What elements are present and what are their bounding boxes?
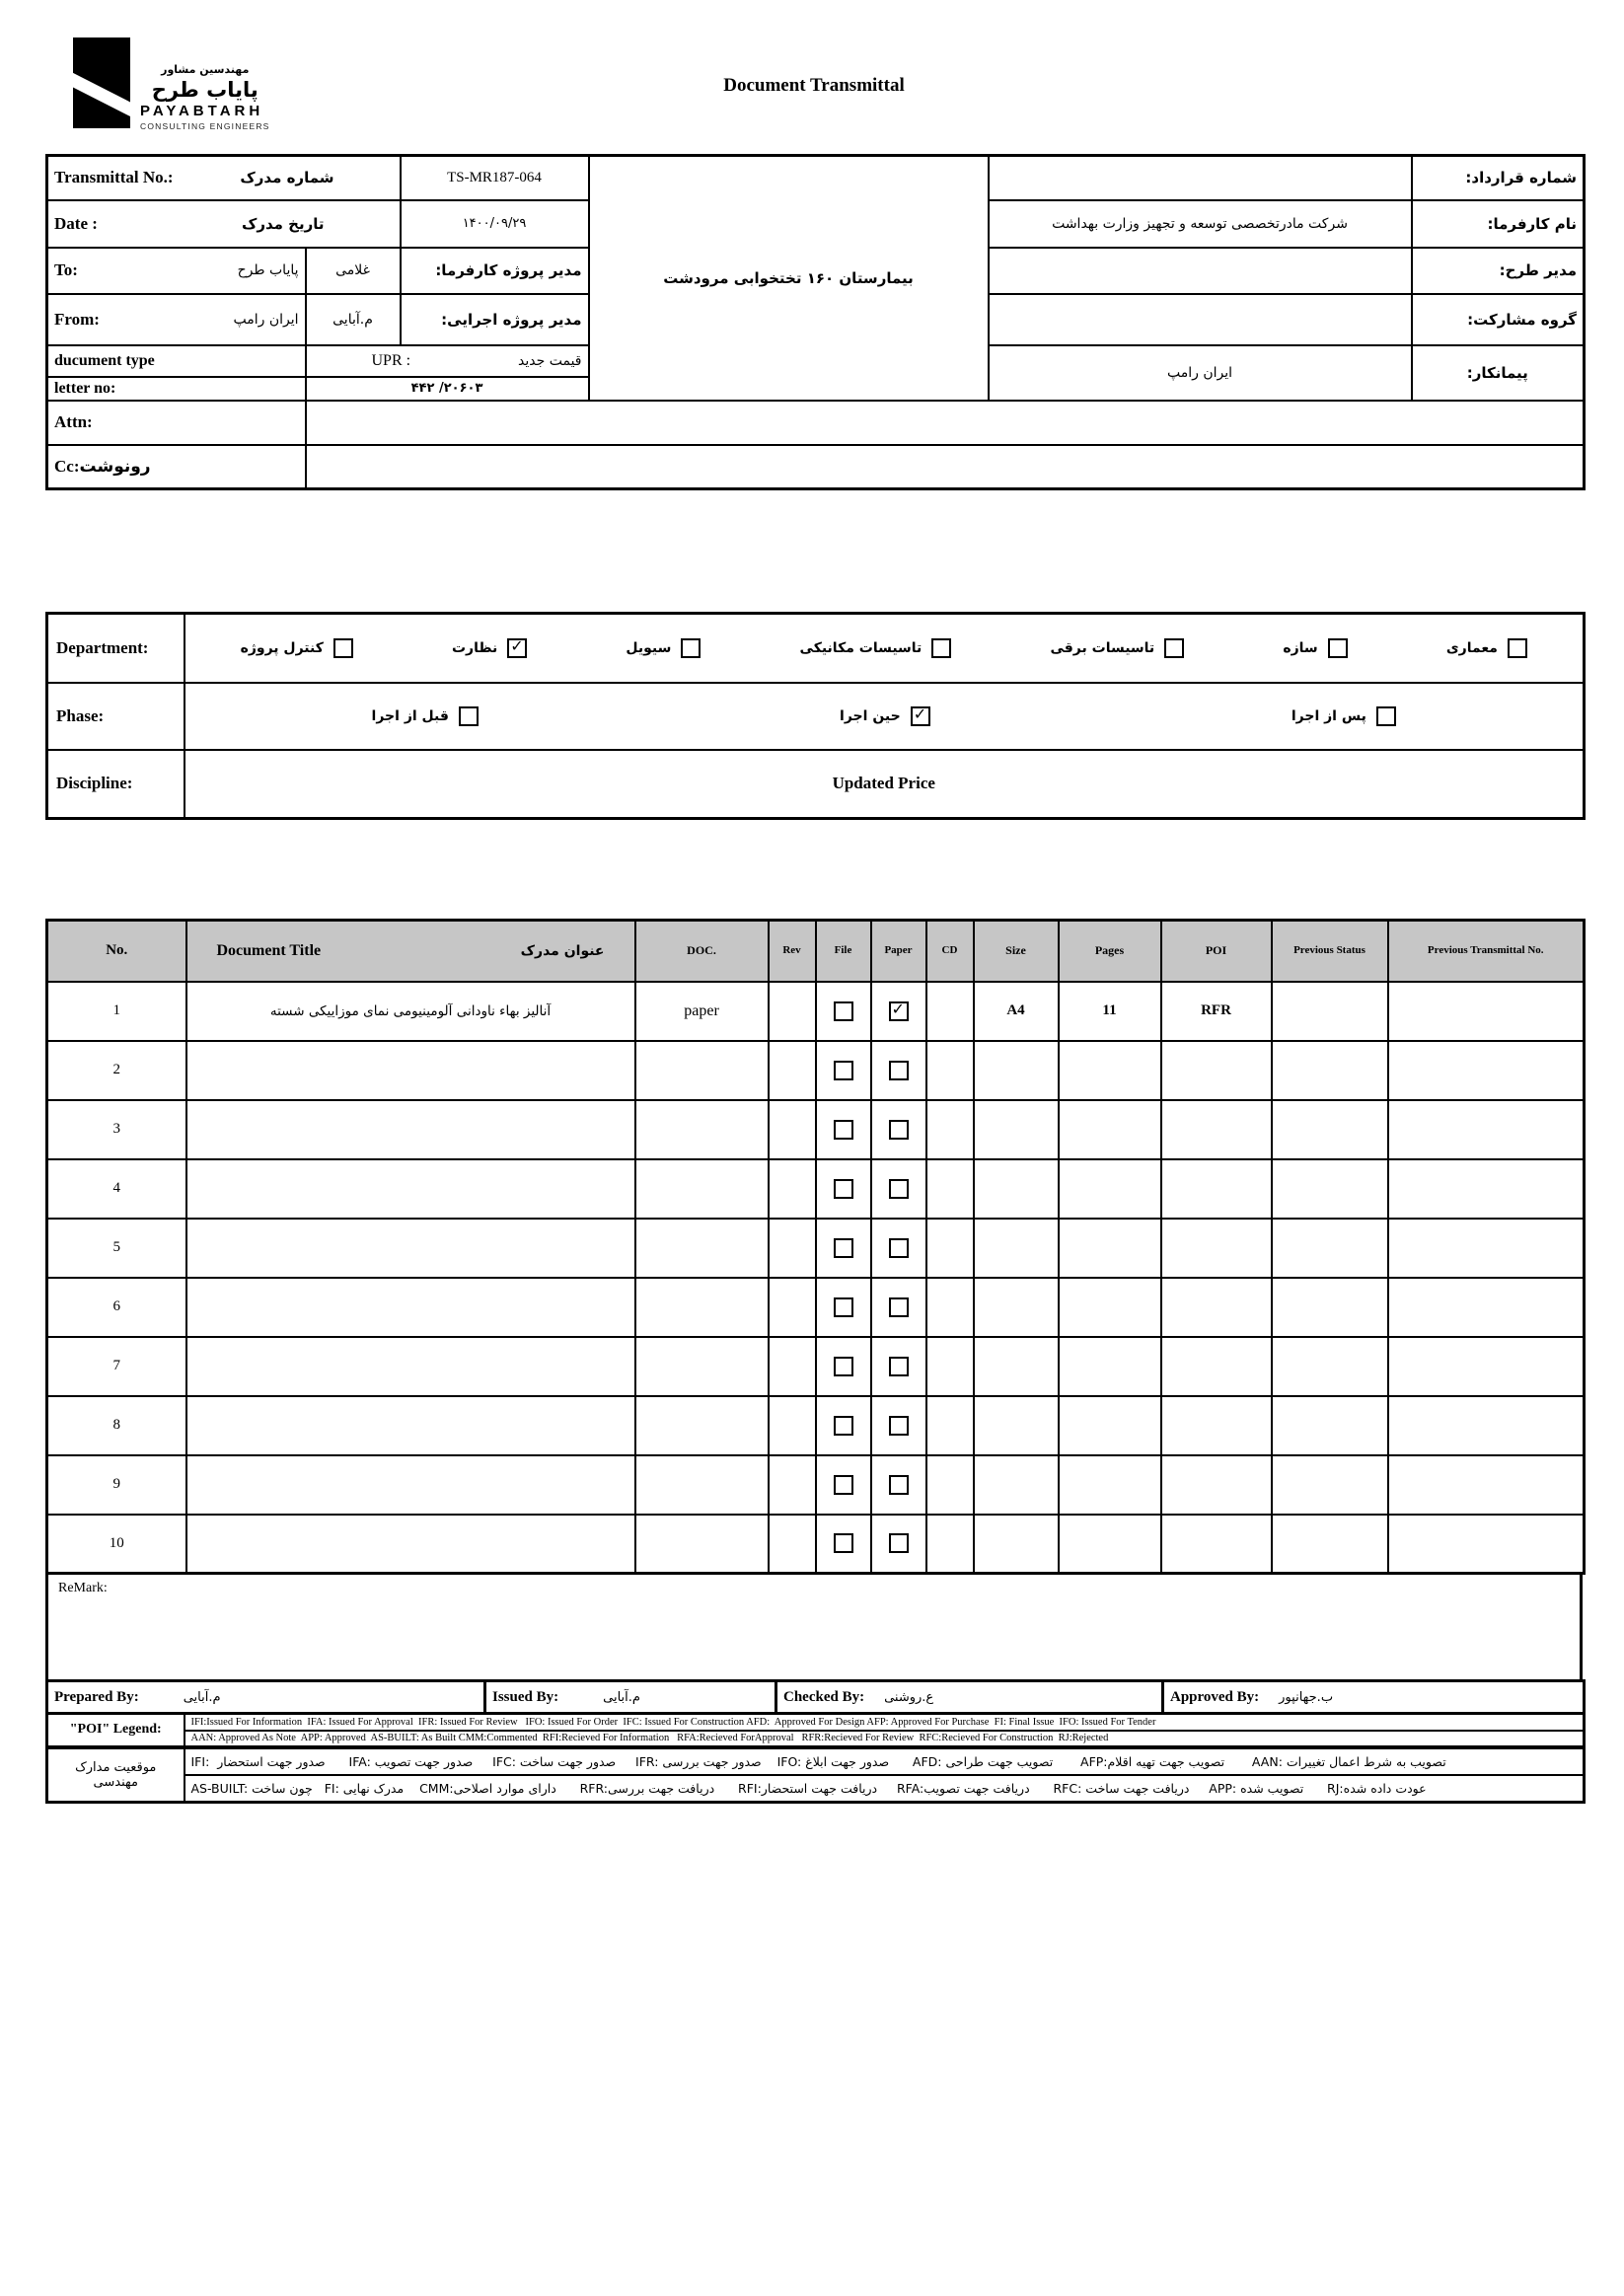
row-no: 1	[47, 982, 186, 1041]
row-title	[186, 1219, 635, 1278]
row-paper-cell	[871, 1337, 926, 1396]
row-doc	[635, 1219, 769, 1278]
phase-option-label: حین اجرا	[840, 707, 901, 724]
design-manager-value	[989, 248, 1412, 294]
approved-by-label: Approved By:	[1170, 1688, 1260, 1705]
row-cd	[926, 1219, 974, 1278]
row-cd	[926, 1455, 974, 1515]
row-prev-transmittal	[1388, 1278, 1585, 1337]
phase-option	[372, 706, 479, 726]
row-no: 4	[47, 1159, 186, 1219]
row-title	[186, 1041, 635, 1100]
row-no: 2	[47, 1041, 186, 1100]
col-header-title-en: Document Title	[216, 941, 322, 959]
col-header-no: No.	[47, 921, 186, 982]
department-option	[626, 638, 701, 658]
row-no: 5	[47, 1219, 186, 1278]
row-cd	[926, 1396, 974, 1455]
row-rev	[769, 1041, 816, 1100]
row-size	[974, 1515, 1059, 1574]
department-option-label: نظارت	[451, 639, 498, 656]
transmittal-no-label-en: Transmittal No.:	[54, 168, 174, 187]
row-title	[186, 1515, 635, 1574]
col-header-cd: CD	[926, 921, 974, 982]
row-cd	[926, 1041, 974, 1100]
row-file-cell	[816, 1455, 871, 1515]
row-paper-cell	[871, 1396, 926, 1455]
row-doc	[635, 1396, 769, 1455]
poi-legend-fa-line1: IFI: صدور جهت استحضار IFA: صدور جهت تصویب IFC: صدور جهت ساخت IFR: صدور جهت بررسی IFO: صدور جهت ابلاغ AFD: تصویب جهت طراحی AFP:تصویب جهت تهیه اقلام AAN: تصویب به شرط اعمال تغییرات	[185, 1747, 1585, 1775]
logo-en-tagline: CONSULTING ENGINEERS	[140, 120, 270, 131]
document-list-table	[45, 919, 1586, 1575]
row-poi	[1161, 1278, 1272, 1337]
checkbox-file	[834, 1120, 853, 1140]
checkbox-dept-supervision	[507, 638, 527, 658]
row-rev	[769, 1455, 816, 1515]
phase-options-cell	[185, 683, 1585, 750]
department-option-label: معماری	[1445, 639, 1498, 656]
row-pages	[1059, 1159, 1161, 1219]
col-header-paper: Paper	[871, 921, 926, 982]
row-rev	[769, 1278, 816, 1337]
row-prev-transmittal	[1388, 1159, 1585, 1219]
logo-en-brand: PAYABTARH	[140, 103, 264, 119]
logo-fa-brand: پایاب طرح	[151, 77, 258, 102]
row-size	[974, 1455, 1059, 1515]
row-no: 8	[47, 1396, 186, 1455]
row-poi	[1161, 1515, 1272, 1574]
row-prev-status	[1272, 1100, 1388, 1159]
doctype-value: UPR :	[371, 351, 411, 369]
row-size	[974, 1041, 1059, 1100]
row-prev-status	[1272, 1278, 1388, 1337]
row-prev-status	[1272, 1041, 1388, 1100]
contract-no-value	[989, 156, 1412, 200]
checkbox-paper	[889, 1416, 909, 1436]
checked-by-value: ع.روشنی	[884, 1689, 934, 1705]
row-size	[974, 1278, 1059, 1337]
doctype-value-cell	[306, 345, 589, 377]
row-prev-transmittal	[1388, 1100, 1585, 1159]
date-label-en: Date :	[54, 213, 98, 233]
row-prev-status	[1272, 982, 1388, 1041]
poi-legend-table	[45, 1712, 1586, 1804]
row-prev-transmittal	[1388, 1396, 1585, 1455]
table-row	[47, 1100, 1585, 1159]
row-file-cell	[816, 1515, 871, 1574]
row-prev-status	[1272, 1219, 1388, 1278]
department-option-label: تاسیسات مکانیکی	[799, 639, 923, 656]
attn-label: Attn:	[47, 401, 306, 445]
row-file-cell	[816, 1159, 871, 1219]
row-title	[186, 1100, 635, 1159]
date-label-cell	[47, 200, 401, 248]
transmittal-no-value: TS-MR187-064	[401, 156, 589, 200]
checkbox-paper	[889, 1179, 909, 1199]
row-poi	[1161, 1455, 1272, 1515]
approved-by-value: ب.جهانپور	[1279, 1689, 1334, 1705]
transmittal-no-label-cell	[47, 156, 401, 200]
approved-by-cell	[1163, 1681, 1585, 1714]
row-pages	[1059, 1515, 1161, 1574]
row-rev	[769, 1159, 816, 1219]
col-header-title	[186, 921, 635, 982]
cc-label: Cc:رونوشت	[47, 445, 306, 489]
transmittal-no-label-fa: شماره مدرک	[240, 169, 334, 187]
table-row	[47, 1278, 1585, 1337]
row-prev-status	[1272, 1159, 1388, 1219]
phase-option-label: پس از اجرا	[1291, 707, 1366, 724]
poi-legend-fa-label: موقعیت مدارک مهندسی	[47, 1747, 185, 1803]
prepared-by-value: م.آبایی	[183, 1689, 221, 1705]
table-row	[47, 982, 1585, 1041]
prepared-by-cell	[47, 1681, 485, 1714]
from-label: From:	[54, 309, 100, 329]
row-prev-transmittal	[1388, 1219, 1585, 1278]
contract-no-label: شماره قرارداد:	[1412, 156, 1585, 200]
department-option	[800, 638, 952, 658]
row-paper-cell	[871, 1455, 926, 1515]
row-poi	[1161, 1337, 1272, 1396]
date-value: ۱۴۰۰/۰۹/۲۹	[401, 200, 589, 248]
checkbox-file	[834, 1179, 853, 1199]
row-poi	[1161, 1396, 1272, 1455]
table-row	[47, 1455, 1585, 1515]
phase-option	[840, 706, 930, 726]
table-row	[47, 1159, 1585, 1219]
row-paper-cell	[871, 1515, 926, 1574]
checkbox-dept-architecture	[1508, 638, 1527, 658]
table-row	[47, 1515, 1585, 1574]
row-no: 7	[47, 1337, 186, 1396]
row-rev	[769, 982, 816, 1041]
row-file-cell	[816, 1396, 871, 1455]
doctype-label: ducument type	[47, 345, 306, 377]
department-option-label: سازه	[1283, 639, 1318, 656]
col-header-size: Size	[974, 921, 1059, 982]
row-pages	[1059, 1337, 1161, 1396]
row-no: 6	[47, 1278, 186, 1337]
checkbox-file	[834, 1533, 853, 1553]
checkbox-phase-after	[1376, 706, 1396, 726]
col-header-poi: POI	[1161, 921, 1272, 982]
client-name-value: شرکت مادرتخصصی توسعه و تجهیز وزارت بهداشت	[989, 200, 1412, 248]
row-paper-cell	[871, 1100, 926, 1159]
row-size	[974, 1219, 1059, 1278]
department-option	[452, 638, 527, 658]
checkbox-file	[834, 1357, 853, 1376]
department-options-cell	[185, 614, 1585, 683]
page-title: Document Transmittal	[723, 75, 905, 96]
logo-fa-tagline: مهندسین مشاور	[161, 63, 250, 76]
signatures-table	[45, 1679, 1586, 1715]
col-header-prev-transmittal: Previous Transmittal No.	[1388, 921, 1585, 982]
row-paper-cell	[871, 1219, 926, 1278]
row-prev-transmittal	[1388, 1515, 1585, 1574]
row-cd	[926, 1515, 974, 1574]
table-row	[47, 1219, 1585, 1278]
client-name-label: نام کارفرما:	[1412, 200, 1585, 248]
checkbox-dept-electrical	[1164, 638, 1184, 658]
cc-value	[306, 445, 1585, 489]
checkbox-paper	[889, 1475, 909, 1495]
row-size	[974, 1337, 1059, 1396]
row-doc: paper	[635, 982, 769, 1041]
checkbox-paper	[889, 1297, 909, 1317]
checkbox-paper	[889, 1357, 909, 1376]
row-paper-cell	[871, 1278, 926, 1337]
table-row	[47, 1396, 1585, 1455]
row-prev-transmittal	[1388, 982, 1585, 1041]
date-label-fa: تاریخ مدرک	[242, 214, 325, 233]
contractor-label: پیمانکار:	[1412, 345, 1585, 401]
row-doc	[635, 1278, 769, 1337]
department-option-label: تاسیسات برقی	[1050, 639, 1155, 656]
row-poi	[1161, 1159, 1272, 1219]
row-size: A4	[974, 982, 1059, 1041]
row-prev-transmittal	[1388, 1041, 1585, 1100]
row-size	[974, 1159, 1059, 1219]
remark-label: ReMark:	[58, 1581, 108, 1595]
col-header-doc: DOC.	[635, 921, 769, 982]
row-pages	[1059, 1041, 1161, 1100]
checkbox-paper	[889, 1001, 909, 1021]
row-title	[186, 1337, 635, 1396]
row-doc	[635, 1100, 769, 1159]
checkbox-dept-control-project	[333, 638, 353, 658]
row-file-cell	[816, 982, 871, 1041]
row-pages	[1059, 1396, 1161, 1455]
department-option	[241, 638, 353, 658]
remark-box	[45, 1572, 1583, 1682]
phase-label: Phase:	[47, 683, 185, 750]
department-label: Department:	[47, 614, 185, 683]
row-file-cell	[816, 1219, 871, 1278]
col-header-rev: Rev	[769, 921, 816, 982]
checkbox-file	[834, 1001, 853, 1021]
col-header-prev-status: Previous Status	[1272, 921, 1388, 982]
row-doc	[635, 1041, 769, 1100]
row-title	[186, 1159, 635, 1219]
checkbox-dept-civil	[681, 638, 701, 658]
checkbox-phase-before	[459, 706, 479, 726]
checked-by-cell	[776, 1681, 1163, 1714]
row-pages	[1059, 1455, 1161, 1515]
attn-value	[306, 401, 1585, 445]
row-no: 3	[47, 1100, 186, 1159]
project-name-cell: بیمارستان ۱۶۰ تختخوابی مرودشت	[589, 156, 989, 401]
row-cd	[926, 982, 974, 1041]
table-row	[47, 1041, 1585, 1100]
row-poi	[1161, 1041, 1272, 1100]
col-header-title-fa: عنوان مدرک	[520, 942, 605, 959]
checkbox-file	[834, 1475, 853, 1495]
row-doc	[635, 1337, 769, 1396]
to-value: پایاب طرح	[237, 262, 299, 278]
from-cell	[47, 294, 306, 345]
row-file-cell	[816, 1337, 871, 1396]
checkbox-dept-mechanical	[931, 638, 951, 658]
issued-by-cell	[485, 1681, 776, 1714]
letterno-label: letter no:	[47, 377, 306, 401]
phase-option	[1292, 706, 1396, 726]
to-cell	[47, 248, 306, 294]
department-option	[1050, 638, 1184, 658]
row-title	[186, 1396, 635, 1455]
department-option-label: سیویل	[626, 639, 672, 656]
row-prev-status	[1272, 1396, 1388, 1455]
row-prev-transmittal	[1388, 1455, 1585, 1515]
row-pages	[1059, 1219, 1161, 1278]
issued-by-label: Issued By:	[492, 1688, 559, 1705]
row-poi: RFR	[1161, 982, 1272, 1041]
from-value: ایران رامپ	[233, 311, 299, 328]
row-no: 10	[47, 1515, 186, 1574]
contractor-value: ایران رامپ	[989, 345, 1412, 401]
logo-text-block	[140, 63, 270, 131]
row-prev-status	[1272, 1515, 1388, 1574]
checkbox-file	[834, 1061, 853, 1080]
table-row	[47, 1337, 1585, 1396]
from-person: م.آبایی	[306, 294, 401, 345]
department-option-label: کنترل پروژه	[240, 639, 324, 656]
checked-by-label: Checked By:	[783, 1688, 865, 1705]
row-paper-cell	[871, 1159, 926, 1219]
department-option	[1446, 638, 1527, 658]
row-pages: 11	[1059, 982, 1161, 1041]
checkbox-paper	[889, 1061, 909, 1080]
row-cd	[926, 1159, 974, 1219]
design-manager-label: مدیر طرح:	[1412, 248, 1585, 294]
poi-legend-en-line1: IFI:Issued For Information IFA: Issued For Approval IFR: Issued For Review IFO: Issued For Order IFC: Issued For Construction AFD: Approved For Design AFP: Approved For Purchase FI: Final Issue IFO: Issued For Tender	[185, 1714, 1585, 1731]
partnership-value	[989, 294, 1412, 345]
checkbox-file	[834, 1416, 853, 1436]
poi-legend-label: "POI" Legend:	[47, 1714, 185, 1747]
row-prev-status	[1272, 1337, 1388, 1396]
row-rev	[769, 1515, 816, 1574]
row-pages	[1059, 1278, 1161, 1337]
checkbox-paper	[889, 1533, 909, 1553]
row-doc	[635, 1515, 769, 1574]
row-no: 9	[47, 1455, 186, 1515]
poi-legend-en-line2: AAN: Approved As Note APP: Approved AS-BUILT: As Built CMM:Commented RFI:Recieved For Information RFA:Recieved ForApproval RFR:Recieved For Review RFC:Recieved For Construction RJ:Rejected	[185, 1731, 1585, 1747]
row-pages	[1059, 1100, 1161, 1159]
row-size	[974, 1396, 1059, 1455]
issued-by-value: م.آبایی	[603, 1689, 640, 1705]
row-doc	[635, 1159, 769, 1219]
poi-legend-fa-line2: AS-BUILT: چون ساخت FI: مدرک نهایی CMM:دارای موارد اصلاحی RFR:دریافت جهت بررسی RFI:دریافت جهت استحضار RFA:دریافت جهت تصویب RFC: دریافت جهت ساخت APP: تصویب شده RJ:عودت داده شده	[185, 1775, 1585, 1803]
row-rev	[769, 1396, 816, 1455]
row-paper-cell	[871, 982, 926, 1041]
partnership-label: گروه مشارکت:	[1412, 294, 1585, 345]
row-title	[186, 1455, 635, 1515]
row-file-cell	[816, 1278, 871, 1337]
department-option	[1283, 638, 1347, 658]
phase-option-label: قبل از اجرا	[371, 707, 449, 724]
checkbox-paper	[889, 1238, 909, 1258]
to-label: To:	[54, 260, 78, 279]
from-role-label: مدیر پروژه اجرایی:	[401, 294, 589, 345]
letterno-value: ۴۴۲ /۲۰۶۰۳	[306, 377, 589, 401]
col-header-file: File	[816, 921, 871, 982]
row-cd	[926, 1337, 974, 1396]
transmittal-info-table	[45, 154, 1586, 490]
row-cd	[926, 1100, 974, 1159]
to-role-label: مدیر پروژه کارفرما:	[401, 248, 589, 294]
row-file-cell	[816, 1041, 871, 1100]
checkbox-dept-structure	[1328, 638, 1348, 658]
row-prev-status	[1272, 1455, 1388, 1515]
discipline-value: Updated Price	[185, 750, 1585, 819]
row-title: آنالیز بهاء ناودانی آلومینیومی نمای موزاییکی شسته	[186, 982, 635, 1041]
col-header-pages: Pages	[1059, 921, 1161, 982]
row-poi	[1161, 1100, 1272, 1159]
doctype-fa: قیمت جدید	[518, 352, 582, 369]
page-content	[45, 0, 1583, 1804]
to-person: غلامی	[306, 248, 401, 294]
row-doc	[635, 1455, 769, 1515]
row-cd	[926, 1278, 974, 1337]
prepared-by-label: Prepared By:	[54, 1688, 139, 1705]
row-size	[974, 1100, 1059, 1159]
discipline-label: Discipline:	[47, 750, 185, 819]
row-poi	[1161, 1219, 1272, 1278]
page-header	[45, 0, 1583, 154]
checkbox-file	[834, 1238, 853, 1258]
row-rev	[769, 1219, 816, 1278]
row-prev-transmittal	[1388, 1337, 1585, 1396]
checkbox-paper	[889, 1120, 909, 1140]
classification-table	[45, 612, 1586, 820]
row-rev	[769, 1337, 816, 1396]
row-rev	[769, 1100, 816, 1159]
row-title	[186, 1278, 635, 1337]
checkbox-file	[834, 1297, 853, 1317]
row-file-cell	[816, 1100, 871, 1159]
checkbox-phase-during	[911, 706, 930, 726]
row-paper-cell	[871, 1041, 926, 1100]
